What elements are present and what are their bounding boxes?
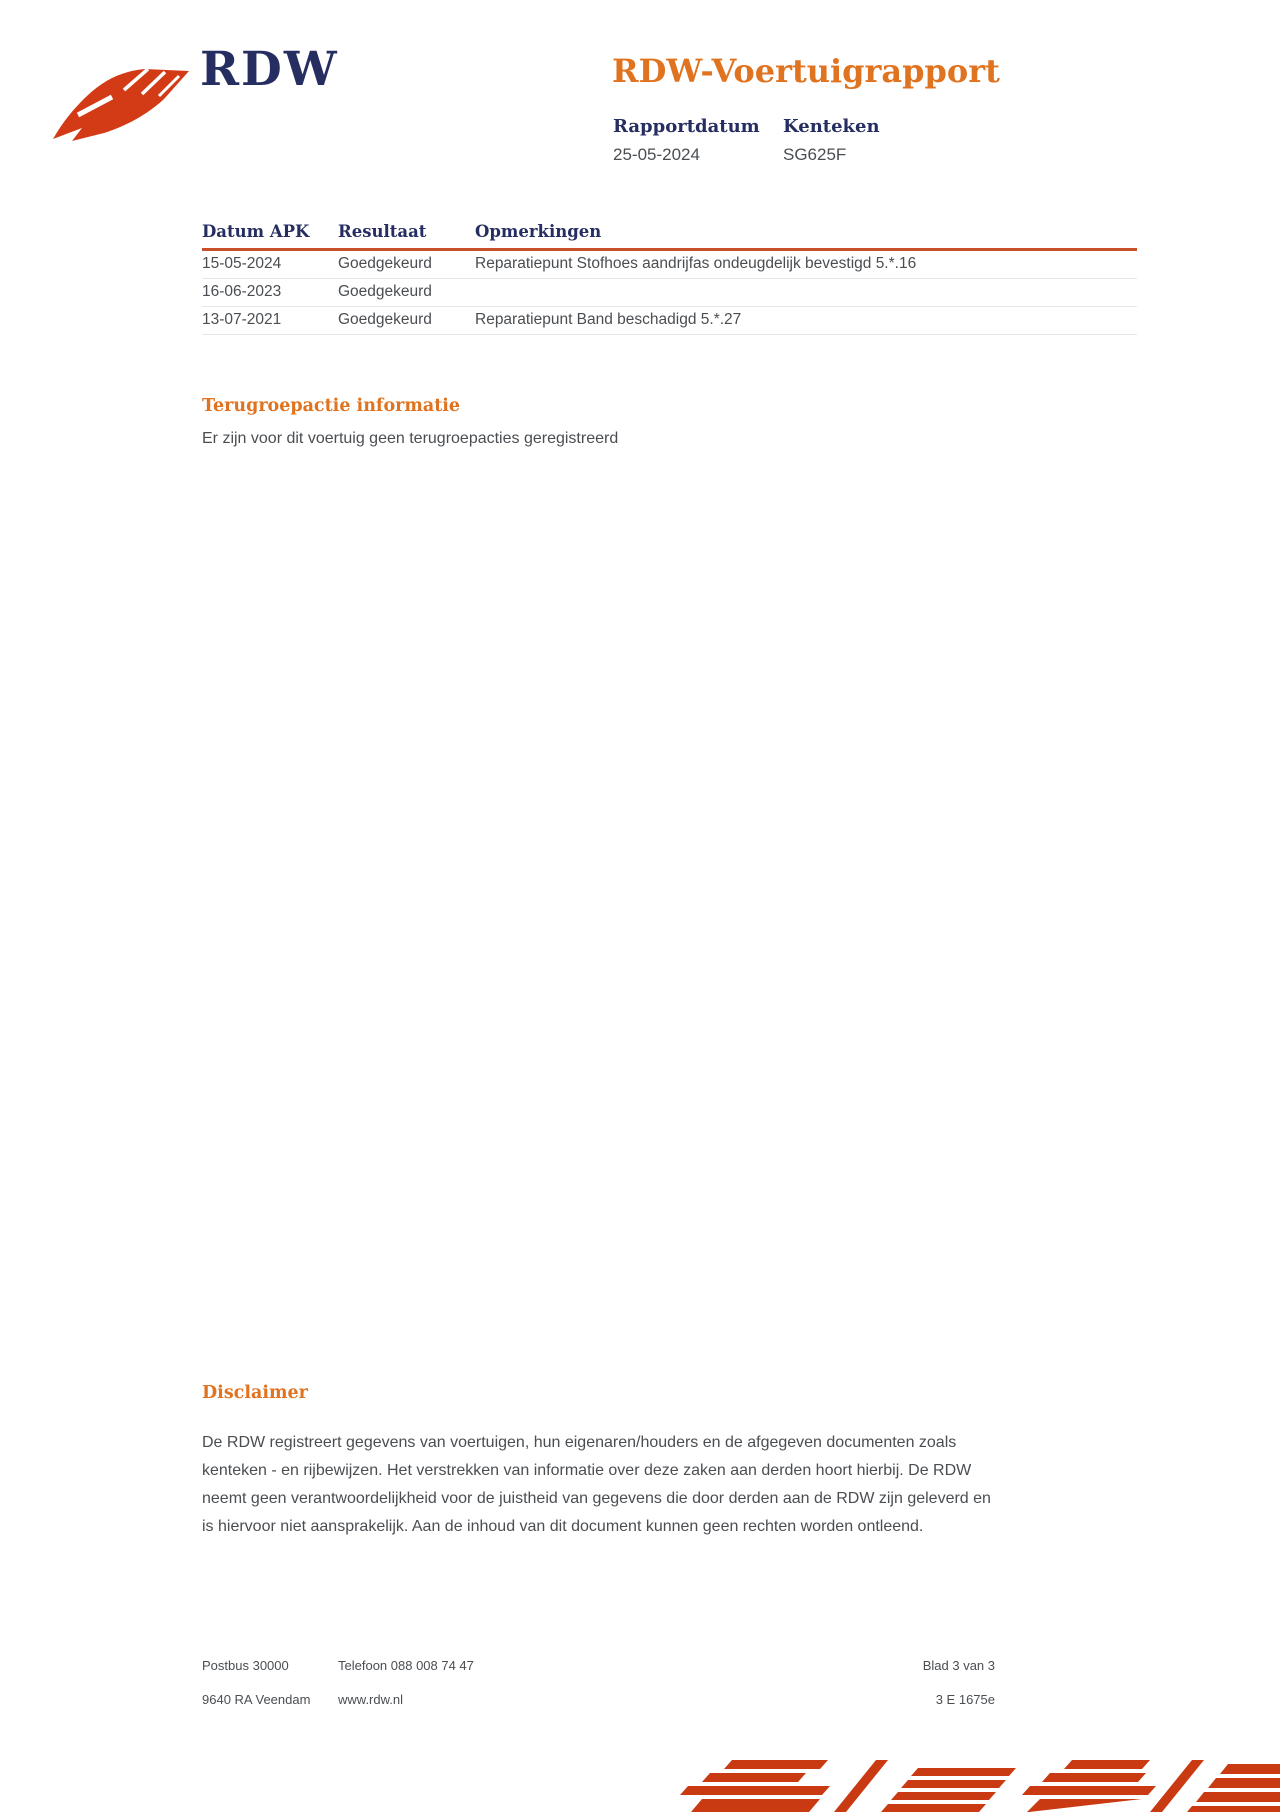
recall-section — [202, 396, 1002, 448]
cell-resultaat: Goedgekeurd — [338, 311, 432, 328]
cell-opmerkingen: Reparatiepunt Stofhoes aandrijfas ondeugdelijk bevestigd 5.*.16 — [475, 255, 917, 272]
footer-city: 9640 RA Veendam — [202, 1692, 311, 1707]
footer-row — [202, 1658, 995, 1673]
report-date-block — [613, 116, 760, 165]
apk-history-table — [202, 222, 1137, 335]
footer-phone: Telefoon 088 008 74 47 — [338, 1658, 474, 1673]
table-row — [202, 251, 1137, 279]
cell-opmerkingen: Reparatiepunt Band beschadigd 5.*.27 — [475, 311, 742, 328]
cell-datum: 16-06-2023 — [202, 283, 282, 300]
footer-page-indicator: Blad 3 van 3 — [922, 1658, 995, 1673]
disclaimer-section — [202, 1383, 1002, 1541]
column-header-opmerkingen: Opmerkingen — [475, 222, 602, 241]
table-row — [202, 279, 1137, 307]
page-footer — [202, 1658, 995, 1726]
footer-row — [202, 1692, 995, 1707]
recall-text: Er zijn voor dit voertuig geen terugroepacties geregistreerd — [202, 430, 619, 447]
cell-datum: 15-05-2024 — [202, 255, 282, 272]
license-plate-value: SG625F — [783, 145, 847, 164]
license-plate-label: Kenteken — [783, 116, 880, 137]
column-header-datum-apk: Datum APK — [202, 222, 310, 241]
footer-postbus: Postbus 30000 — [202, 1658, 289, 1673]
cell-datum: 13-07-2021 — [202, 311, 282, 328]
report-date-value: 25-05-2024 — [613, 145, 700, 164]
disclaimer-text: De RDW registreert gegevens van voertuigen, hun eigenaren/houders en de afgegeven documenten zoals kenteken - en rijbewijzen. Het verstrekken van informatie over deze zaken aan derden hoort hierbij. De RDW neemt geen verantwoordelijkheid voor de juistheid van gegevens die door derden aan de RDW zijn geleverd en is hiervoor niet aansprakelijk. Aan de inhoud van dit document kunnen geen rechten worden ontleend. — [202, 1434, 991, 1535]
disclaimer-heading: Disclaimer — [202, 1383, 308, 1403]
footer-website: www.rdw.nl — [338, 1692, 404, 1707]
cell-resultaat: Goedgekeurd — [338, 255, 432, 272]
rdw-logo-text: RDW — [200, 42, 339, 97]
footer-form-code: 3 E 1675e — [935, 1692, 995, 1707]
rdw-logo-swoosh-icon — [52, 68, 192, 142]
cell-resultaat: Goedgekeurd — [338, 283, 432, 300]
table-header-row — [202, 222, 1137, 251]
report-date-label: Rapportdatum — [613, 116, 760, 137]
recall-heading: Terugroepactie informatie — [202, 396, 461, 416]
table-row — [202, 307, 1137, 335]
page-title: RDW-Voertuigrapport — [612, 52, 1000, 90]
footer-stripes-graphic — [680, 1760, 1280, 1812]
column-header-resultaat: Resultaat — [338, 222, 427, 241]
license-plate-block — [783, 116, 880, 165]
